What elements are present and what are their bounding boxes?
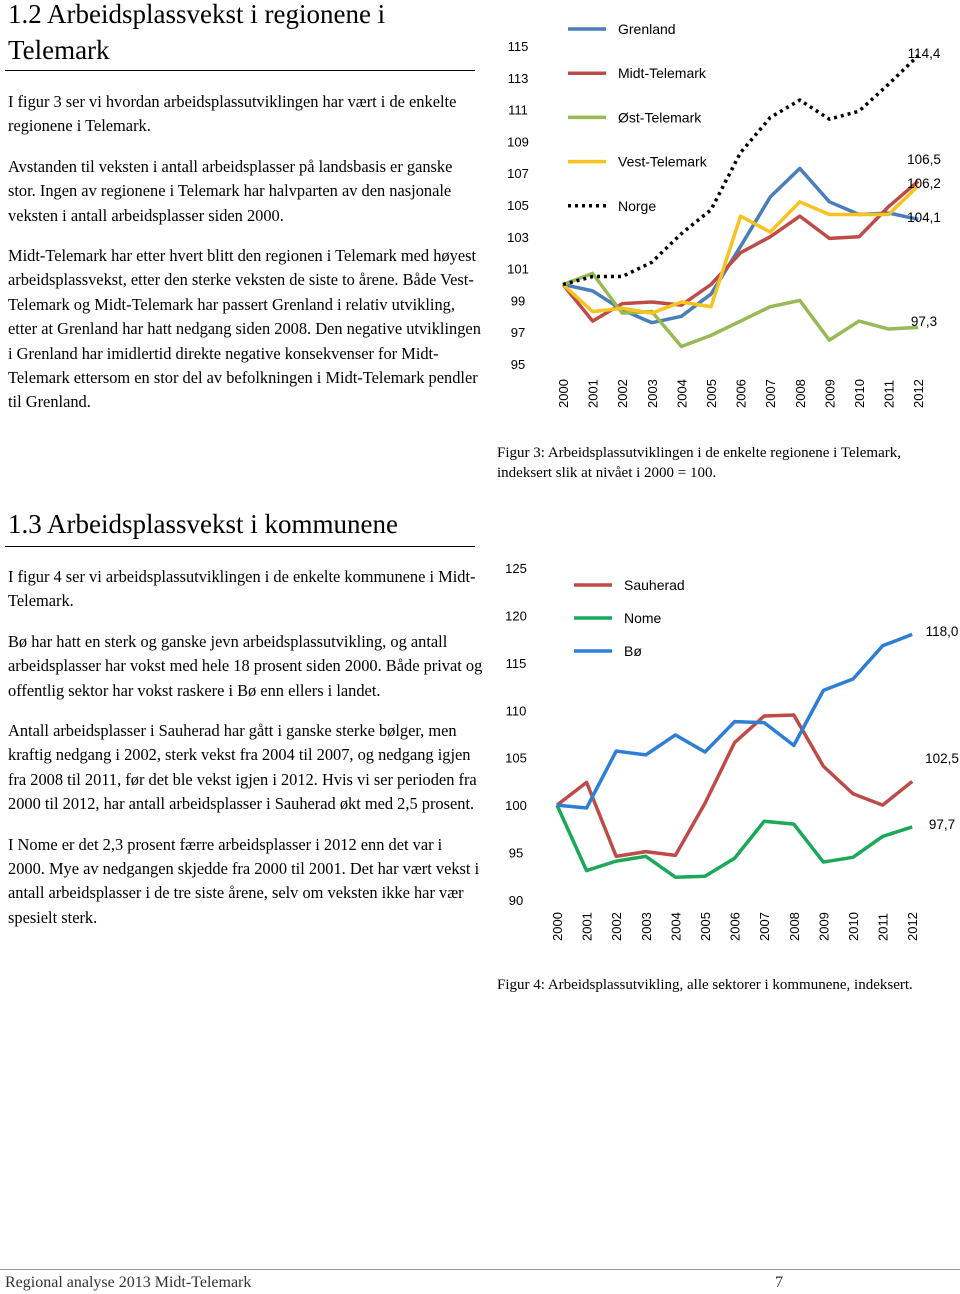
y-tick-label: 110 <box>505 703 527 719</box>
y-tick-label: 111 <box>508 102 528 118</box>
x-tick-label: 2011 <box>875 913 891 941</box>
end-label-nome: 97,7 <box>928 817 956 832</box>
x-tick-label: 2001 <box>579 912 595 941</box>
paragraph: Midt-Telemark har etter hvert blitt den regionen i Telemark med høyest arbeidsplassvekst, etter den sterke veksten de siste to årene. Både Vest-Telemark og Midt-Telemark har passert Grenland i relativ utvikling, etter at Grenland har hatt nedgang siden 2008. Den negative utviklingen i Grenland har imidlertid direkte negative konsekvenser for Midt-Telemark ettersom en stor del av befolkningen i Midt-Telemark pendler til Grenland. <box>8 246 481 412</box>
x-tick-label: 2007 <box>763 379 779 408</box>
footer-title: Regional analyse 2013 Midt-Telemark <box>5 1274 252 1291</box>
y-tick-label: 95 <box>510 357 526 372</box>
y-tick-label: 120 <box>505 608 527 624</box>
x-tick-label: 2000 <box>556 379 571 408</box>
y-tick-label: 115 <box>505 655 527 671</box>
y-tick-label: 100 <box>505 798 527 814</box>
paragraph: Avstanden til veksten i antall arbeidsplasser på landsbasis er ganske stor. Ingen av regionene i Telemark har halvparten av den nasjonale veksten i antall arbeidsplasser siden 2000. <box>8 156 453 225</box>
x-tick-label: 2000 <box>550 912 565 941</box>
x-tick-label: 2002 <box>609 912 625 941</box>
x-tick-label: 2012 <box>905 912 921 941</box>
section-heading-municipalities: 1.3 Arbeidsplassvekst i kommunene <box>8 509 398 539</box>
y-tick-label: 113 <box>507 70 529 86</box>
end-label-sauherad: 102,5 <box>925 751 959 766</box>
x-tick-label: 2011 <box>881 380 897 408</box>
x-tick-label: 2009 <box>816 912 832 941</box>
heading-rule <box>5 70 475 71</box>
legend-label-midt-telemark: Midt-Telemark <box>618 65 706 82</box>
y-tick-label: 109 <box>507 134 529 150</box>
end-label-vest-telemark: 106,2 <box>907 176 941 191</box>
x-tick-label: 2008 <box>792 379 808 408</box>
end-label-øst-telemark: 97,3 <box>910 314 938 329</box>
y-tick-label: 107 <box>507 166 529 182</box>
x-tick-label: 2004 <box>674 379 690 408</box>
y-tick-label: 101 <box>507 261 529 277</box>
x-tick-label: 2008 <box>786 912 802 941</box>
y-tick-label: 105 <box>507 198 529 213</box>
legend-label-nome: Nome <box>624 610 662 626</box>
figure-3-line-chart <box>488 0 960 430</box>
paragraph: I figur 3 ser vi hvordan arbeidsplassutviklingen har vært i de enkelte regionene i Telemark. <box>8 92 457 136</box>
y-tick-label: 99 <box>510 293 526 309</box>
section-heading-regions: 1.2 Arbeidsplassvekst i regionene i Telemark <box>8 0 386 65</box>
footer-rule <box>0 1269 960 1270</box>
x-tick-label: 2009 <box>822 379 838 408</box>
y-tick-label: 125 <box>505 561 527 576</box>
x-tick-label: 2001 <box>585 379 601 408</box>
x-tick-label: 2010 <box>852 379 867 408</box>
end-label-norge: 114,4 <box>907 46 941 61</box>
end-label-midt-telemark: 106,5 <box>907 152 941 167</box>
x-tick-label: 2006 <box>727 912 743 941</box>
x-tick-label: 2003 <box>644 379 660 408</box>
series-line-norge <box>563 56 918 285</box>
x-tick-label: 2004 <box>668 912 684 941</box>
figure-4-caption: Figur 4: Arbeidsplassutvikling, alle sektorer i kommunene, indeksert. <box>497 977 913 993</box>
end-label-bø: 118,0 <box>925 624 959 639</box>
series-line-sauherad <box>557 715 912 856</box>
legend-label-øst-telemark: Øst-Telemark <box>618 109 702 126</box>
x-tick-label: 2003 <box>638 912 654 941</box>
section-body-municipalities <box>8 565 483 930</box>
x-tick-label: 2012 <box>911 379 927 408</box>
x-tick-label: 2005 <box>704 379 719 408</box>
series-line-grenland <box>563 168 918 322</box>
y-tick-label: 95 <box>508 845 524 861</box>
y-tick-label: 105 <box>505 750 527 766</box>
legend-label-grenland: Grenland <box>618 21 676 37</box>
y-tick-label: 103 <box>507 229 529 245</box>
figure-3-caption: Figur 3: Arbeidsplassutviklingen i de enkelte regionene i Telemark, indeksert slik at nivået i 2000 = 100. <box>497 445 901 481</box>
x-tick-label: 2002 <box>615 379 631 408</box>
y-tick-label: 115 <box>507 39 529 54</box>
series-line-midt-telemark <box>563 181 918 321</box>
x-tick-label: 2005 <box>698 912 713 941</box>
y-tick-label: 97 <box>510 325 526 341</box>
legend-label-vest-telemark: Vest-Telemark <box>618 153 707 170</box>
end-label-grenland: 104,1 <box>907 210 941 225</box>
figure-4-line-chart <box>488 548 960 948</box>
page-number: 7 <box>775 1274 783 1291</box>
y-tick-label: 90 <box>508 893 524 908</box>
heading-rule <box>5 546 475 547</box>
x-tick-label: 2010 <box>846 912 861 941</box>
paragraph: I Nome er det 2,3 prosent færre arbeidsplasser i 2012 enn det var i 2000. Mye av nedgangen skjedde fra 2000 til 2001. Det har vært vekst i antall arbeidsplasser i de tre siste årene, selv om veksten ikke har vær spesielt sterk. <box>8 834 480 927</box>
series-line-bø <box>557 634 912 808</box>
x-tick-label: 2006 <box>733 379 749 408</box>
paragraph: Antall arbeidsplasser i Sauherad har gått i ganske sterke bølger, men kraftig nedgang i 2002, sterk vekst fra 2004 til 2007, og nedgang igjen fra 2008 til 2011, før det ble vekst igjen i 2012. Hvis vi ser perioden fra 2000 til 2012, har antall arbeidsplasser i Sauherad økt med 2,5 prosent. <box>8 721 477 814</box>
paragraph: I figur 4 ser vi arbeidsplassutviklingen i de enkelte kommunene i Midt-Telemark. <box>8 567 476 611</box>
legend-label-bø: Bø <box>624 643 642 659</box>
legend-label-norge: Norge <box>618 197 657 214</box>
legend-label-sauherad: Sauherad <box>624 577 685 593</box>
x-tick-label: 2007 <box>757 912 773 941</box>
paragraph: Bø har hatt en sterk og ganske jevn arbeidsplassutvikling, og antall arbeidsplasser har vokst med hele 18 prosent siden 2000. Både privat og offentlig sektor har vokst raskere i Bø enn ellers i landet. <box>8 631 483 700</box>
section-body-regions <box>8 90 483 415</box>
